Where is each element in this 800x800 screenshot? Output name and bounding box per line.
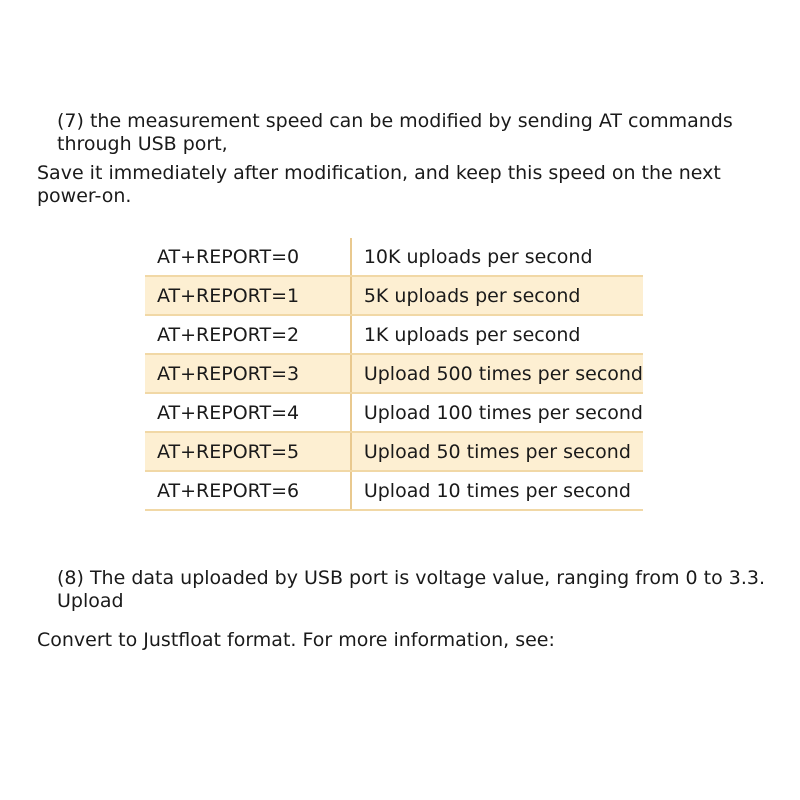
table-row bbox=[145, 276, 643, 315]
at-command-cell: AT+REPORT=3 bbox=[145, 354, 351, 393]
speed-description-cell: Upload 100 times per second bbox=[351, 393, 643, 432]
speed-description-cell: 5K uploads per second bbox=[351, 276, 643, 315]
section-8-heading-continued: Upload bbox=[57, 590, 124, 612]
at-command-cell: AT+REPORT=2 bbox=[145, 315, 351, 354]
section-7-heading-continued: through USB port, bbox=[57, 133, 228, 155]
at-command-cell: AT+REPORT=6 bbox=[145, 471, 351, 510]
section-8-heading: (8) The data uploaded by USB port is voltage value, ranging from 0 to 3.3. bbox=[57, 567, 765, 589]
table-row bbox=[145, 393, 643, 432]
at-command-cell: AT+REPORT=1 bbox=[145, 276, 351, 315]
table-row bbox=[145, 432, 643, 471]
at-command-cell: AT+REPORT=5 bbox=[145, 432, 351, 471]
at-command-cell: AT+REPORT=4 bbox=[145, 393, 351, 432]
table-row bbox=[145, 471, 643, 510]
speed-description-cell: 1K uploads per second bbox=[351, 315, 643, 354]
table-row bbox=[145, 238, 643, 276]
speed-description-cell: Upload 10 times per second bbox=[351, 471, 643, 510]
table-row bbox=[145, 354, 643, 393]
report-speed-table bbox=[145, 238, 643, 511]
speed-description-cell: Upload 50 times per second bbox=[351, 432, 643, 471]
table-row bbox=[145, 315, 643, 354]
at-command-cell: AT+REPORT=0 bbox=[145, 238, 351, 276]
section-7-note-continued: power-on. bbox=[37, 185, 132, 207]
section-7-note: Save it immediately after modification, and keep this speed on the next bbox=[37, 162, 721, 184]
section-7-heading: (7) the measurement speed can be modified by sending AT commands bbox=[57, 110, 733, 132]
section-8-note: Convert to Justfloat format. For more information, see: bbox=[37, 629, 555, 651]
speed-description-cell: Upload 500 times per second bbox=[351, 354, 643, 393]
speed-description-cell: 10K uploads per second bbox=[351, 238, 643, 276]
